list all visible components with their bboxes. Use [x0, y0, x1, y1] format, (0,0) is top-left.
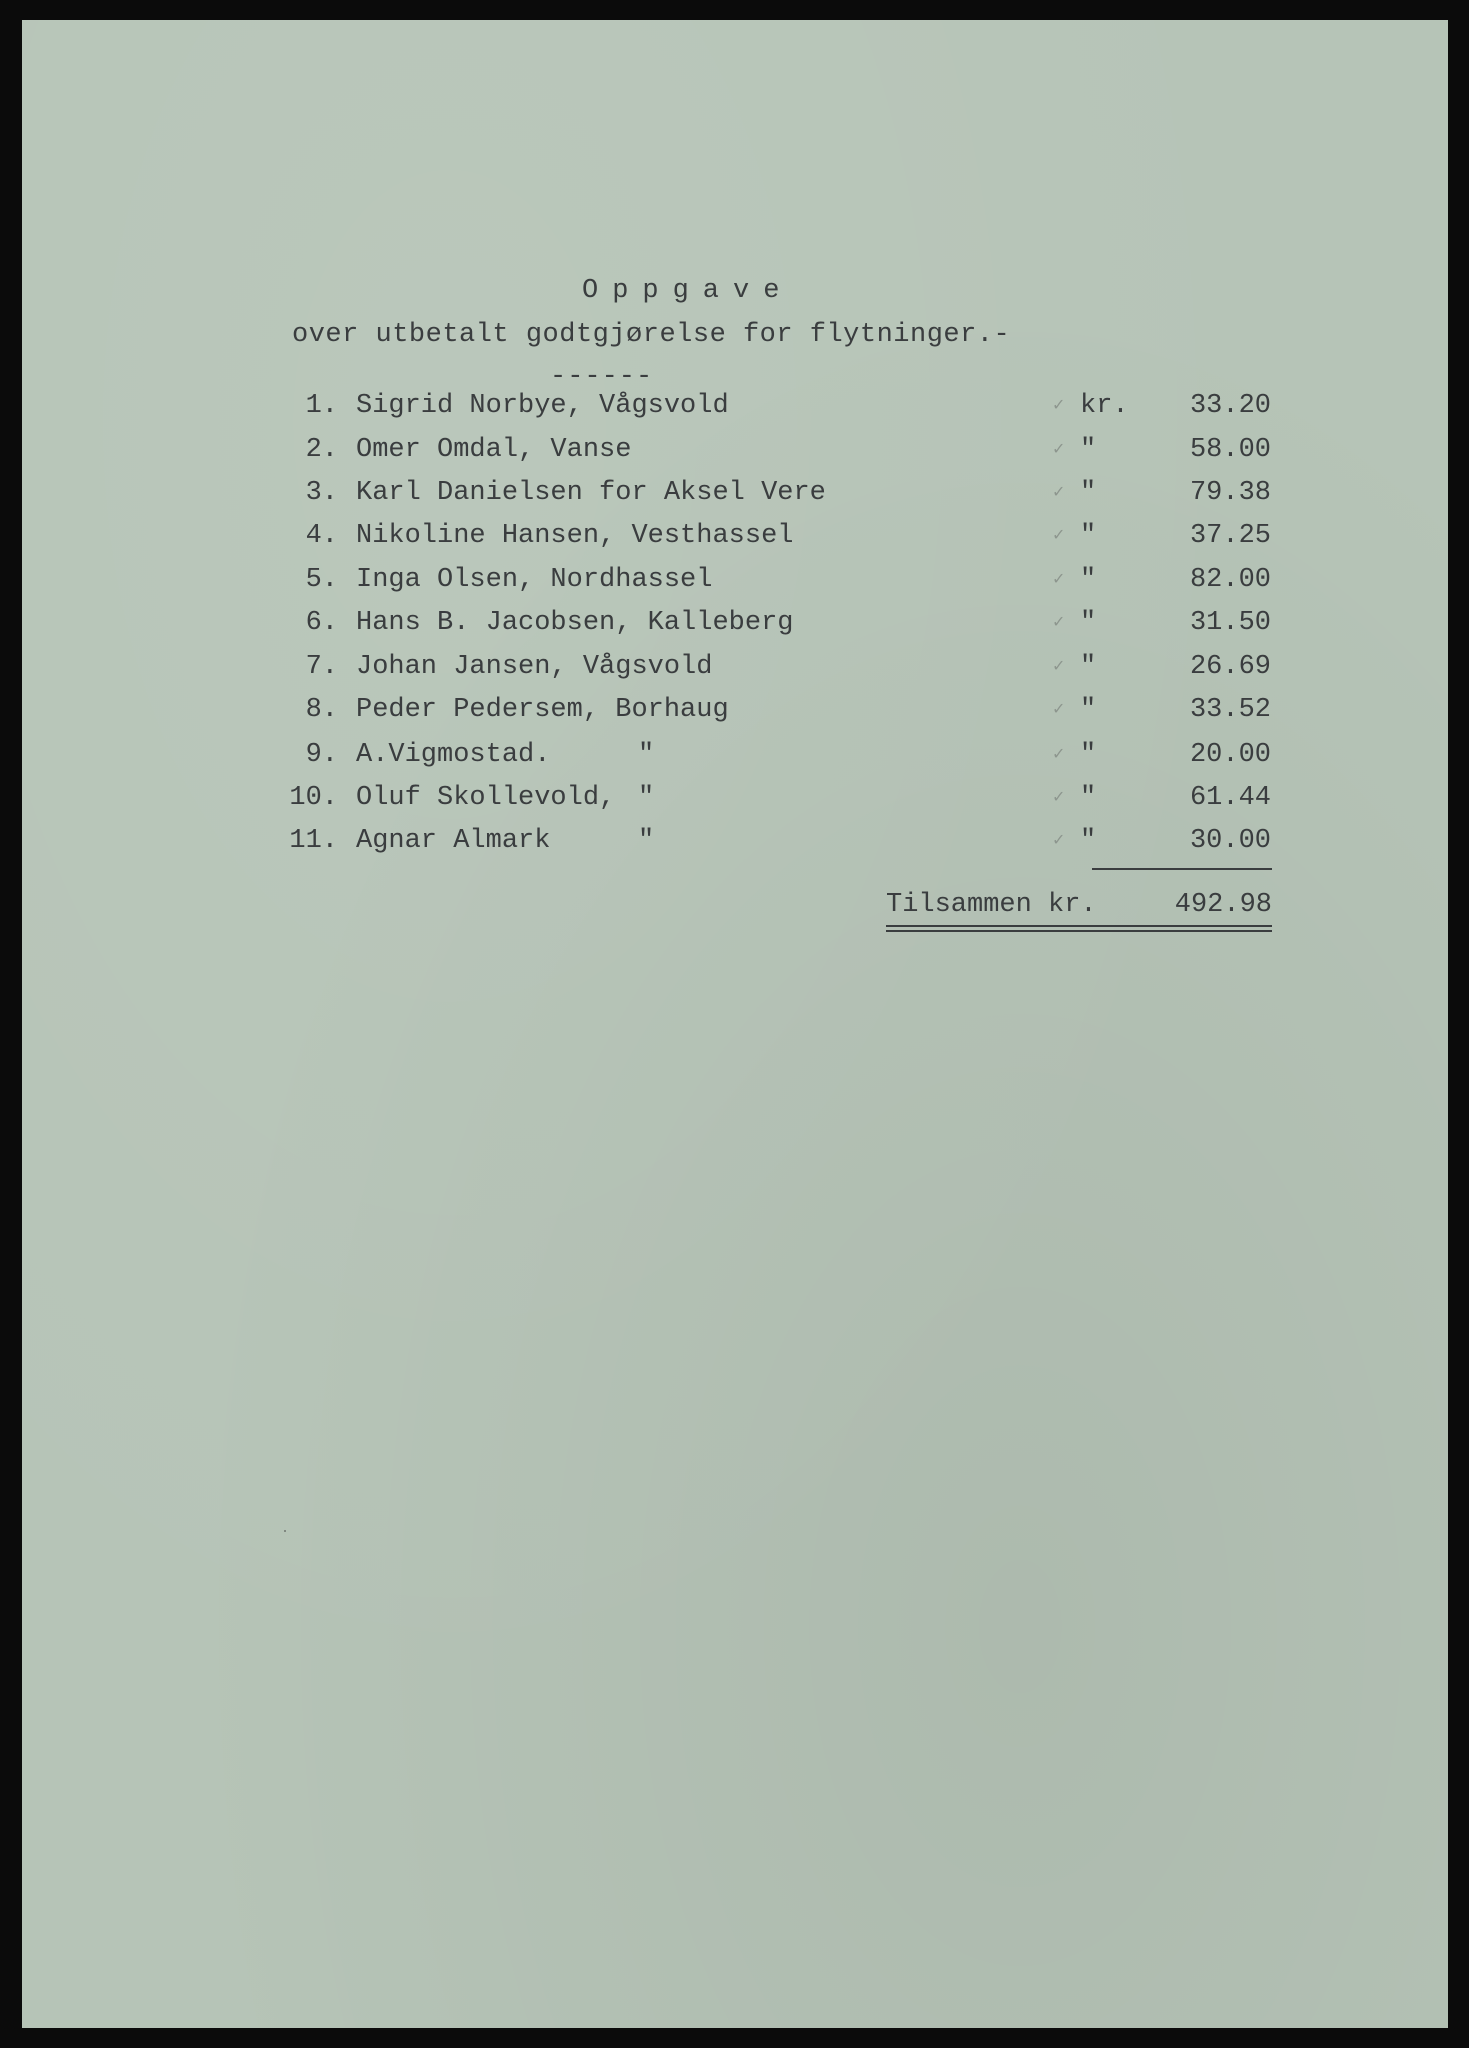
entry-amount: 33.20: [1189, 391, 1271, 421]
document-title: Oppgave: [582, 276, 794, 306]
entry-row: [22, 523, 1448, 563]
entry-name: Sigrid Norbye, Vågsvold: [356, 391, 729, 421]
entry-number: 6.: [305, 608, 338, 638]
sum-underline: [1092, 868, 1272, 870]
entry-name: Oluf Skollevold,: [356, 783, 616, 813]
total-underline-1: [886, 925, 1272, 927]
entry-number: 11.: [289, 826, 338, 856]
entry-number: 10.: [289, 783, 338, 813]
entry-number: 3.: [305, 478, 338, 508]
entry-amount: 30.00: [1189, 826, 1271, 856]
check-mark-icon: ✓: [1052, 830, 1066, 849]
entry-row: [22, 785, 1448, 825]
check-mark-icon: ✓: [1052, 656, 1066, 675]
entry-amount: 26.69: [1189, 652, 1271, 682]
document-page: [22, 20, 1448, 2028]
paper-speck: [284, 1530, 286, 1532]
entry-amount: 61.44: [1189, 783, 1271, 813]
entry-row: [22, 828, 1448, 868]
check-mark-icon: ✓: [1052, 569, 1066, 588]
separator-line: ------: [550, 362, 654, 392]
entry-name: Omer Omdal, Vanse: [356, 435, 632, 465]
check-mark-icon: ✓: [1052, 787, 1066, 806]
entry-amount: 37.25: [1189, 521, 1271, 551]
entry-name: Hans B. Jacobsen, Kalleberg: [356, 608, 794, 638]
entry-row: [22, 697, 1448, 737]
entry-name: Nikoline Hansen, Vesthassel: [356, 521, 794, 551]
entry-row: [22, 393, 1448, 433]
entry-name: Inga Olsen, Nordhassel: [356, 565, 713, 595]
entry-name: A.Vigmostad.: [356, 740, 551, 770]
entry-unit: ": [1080, 826, 1097, 856]
entry-ditto-mark: ": [638, 826, 655, 856]
entry-amount: 33.52: [1189, 695, 1271, 725]
entry-unit: ": [1080, 740, 1097, 770]
entry-number: 9.: [305, 740, 338, 770]
entry-name: Peder Pedersem, Borhaug: [356, 695, 729, 725]
entry-amount: 82.00: [1189, 565, 1271, 595]
check-mark-icon: ✓: [1052, 439, 1066, 458]
entry-unit: ": [1080, 478, 1097, 508]
entry-ditto-mark: ": [638, 783, 655, 813]
entry-unit: ": [1080, 652, 1097, 682]
entry-number: 1.: [305, 391, 338, 421]
entry-unit: ": [1080, 783, 1097, 813]
entry-number: 7.: [305, 652, 338, 682]
entry-row: [22, 567, 1448, 607]
entry-unit: ": [1080, 565, 1097, 595]
check-mark-icon: ✓: [1052, 525, 1066, 544]
entry-number: 8.: [305, 695, 338, 725]
check-mark-icon: ✓: [1052, 744, 1066, 763]
entry-unit: kr.: [1080, 391, 1129, 421]
entry-name: Johan Jansen, Vågsvold: [356, 652, 713, 682]
entry-ditto-mark: ": [638, 740, 655, 770]
total-label: Tilsammen kr.: [886, 890, 1097, 920]
check-mark-icon: ✓: [1052, 395, 1066, 414]
entry-row: [22, 437, 1448, 477]
entry-amount: 79.38: [1189, 478, 1271, 508]
entry-row: [22, 742, 1448, 782]
entry-number: 4.: [305, 521, 338, 551]
entry-unit: ": [1080, 695, 1097, 725]
entry-unit: ": [1080, 608, 1097, 638]
entry-row: [22, 610, 1448, 650]
entry-amount: 20.00: [1189, 740, 1271, 770]
entry-number: 5.: [305, 565, 338, 595]
entry-name: Karl Danielsen for Aksel Vere: [356, 478, 826, 508]
check-mark-icon: ✓: [1052, 612, 1066, 631]
total-underline-2: [886, 930, 1272, 932]
entry-unit: ": [1080, 521, 1097, 551]
entry-name: Agnar Almark: [356, 826, 551, 856]
document-subtitle: over utbetalt godtgjørelse for flytninger.-: [292, 320, 1011, 350]
total-amount: 492.98: [1174, 890, 1272, 920]
check-mark-icon: ✓: [1052, 482, 1066, 501]
entry-row: [22, 480, 1448, 520]
check-mark-icon: ✓: [1052, 699, 1066, 718]
entry-amount: 31.50: [1189, 608, 1271, 638]
entry-amount: 58.00: [1189, 435, 1271, 465]
entry-number: 2.: [305, 435, 338, 465]
entry-unit: ": [1080, 435, 1097, 465]
entry-row: [22, 654, 1448, 694]
